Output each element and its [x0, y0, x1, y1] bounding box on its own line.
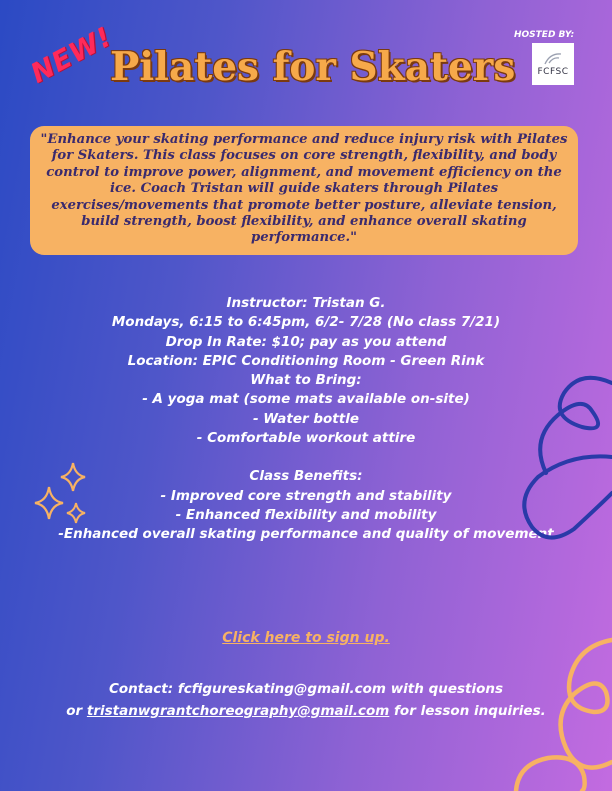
- benefit-item: - Enhanced flexibility and mobility: [175, 506, 437, 523]
- new-badge: NEW!: [25, 21, 118, 90]
- benefit-item: - Improved core strength and stability: [160, 487, 452, 504]
- benefit-item: -Enhanced overall skating performance and quality of movement: [58, 526, 554, 543]
- hosted-by-label: HOSTED BY:: [514, 30, 575, 40]
- bring-item: - Comfortable workout attire: [196, 430, 416, 447]
- schedule: Mondays, 6:15 to 6:45pm, 6/2- 7/28 (No class 7/21): [111, 314, 501, 331]
- bring-item: - A yoga mat (some mats available on-site): [142, 391, 470, 408]
- sparkle-icon: [66, 502, 86, 524]
- benefits-heading: Class Benefits:: [249, 468, 363, 485]
- fcfsc-logo: [532, 43, 574, 85]
- description-box: [30, 126, 578, 255]
- skater-logo-icon: [542, 51, 564, 67]
- decorative-loop-icon: [486, 636, 612, 791]
- signup-link[interactable]: Click here to sign up.: [222, 630, 390, 646]
- description-text: "Enhance your skating performance and reduce injury risk with Pilates for Skaters. This class focuses on core strength, flexibility, and body control to improve power, alignment, and movement efficiency on the ice. Coach Tristan will guide skaters through Pilates exercises/movements that promote better posture, alleviate tension, build strength, boost flexibility, and enhance overall skating performance.": [40, 132, 568, 246]
- sparkle-icon: [34, 486, 64, 520]
- logo-text: FCFSC: [537, 67, 569, 77]
- bring-heading: What to Bring:: [250, 372, 362, 389]
- hosted-by: [512, 30, 576, 85]
- location: Location: EPIC Conditioning Room - Green Rink: [127, 352, 485, 369]
- decorative-loop-icon: [510, 365, 612, 560]
- page-title: Pilates for Skaters: [110, 44, 516, 90]
- contact-or: or: [66, 703, 87, 719]
- lesson-email-link[interactable]: tristanwgrantchoreography@gmail.com: [86, 703, 390, 719]
- contact-suffix: for lesson inquiries.: [389, 703, 546, 719]
- bring-item: - Water bottle: [253, 410, 359, 427]
- drop-in-rate: Drop In Rate: $10; pay as you attend: [165, 333, 447, 350]
- instructor: Instructor: Tristan G.: [226, 295, 386, 311]
- contact-line-1: Contact: fcfigureskating@gmail.com with questions: [108, 681, 504, 697]
